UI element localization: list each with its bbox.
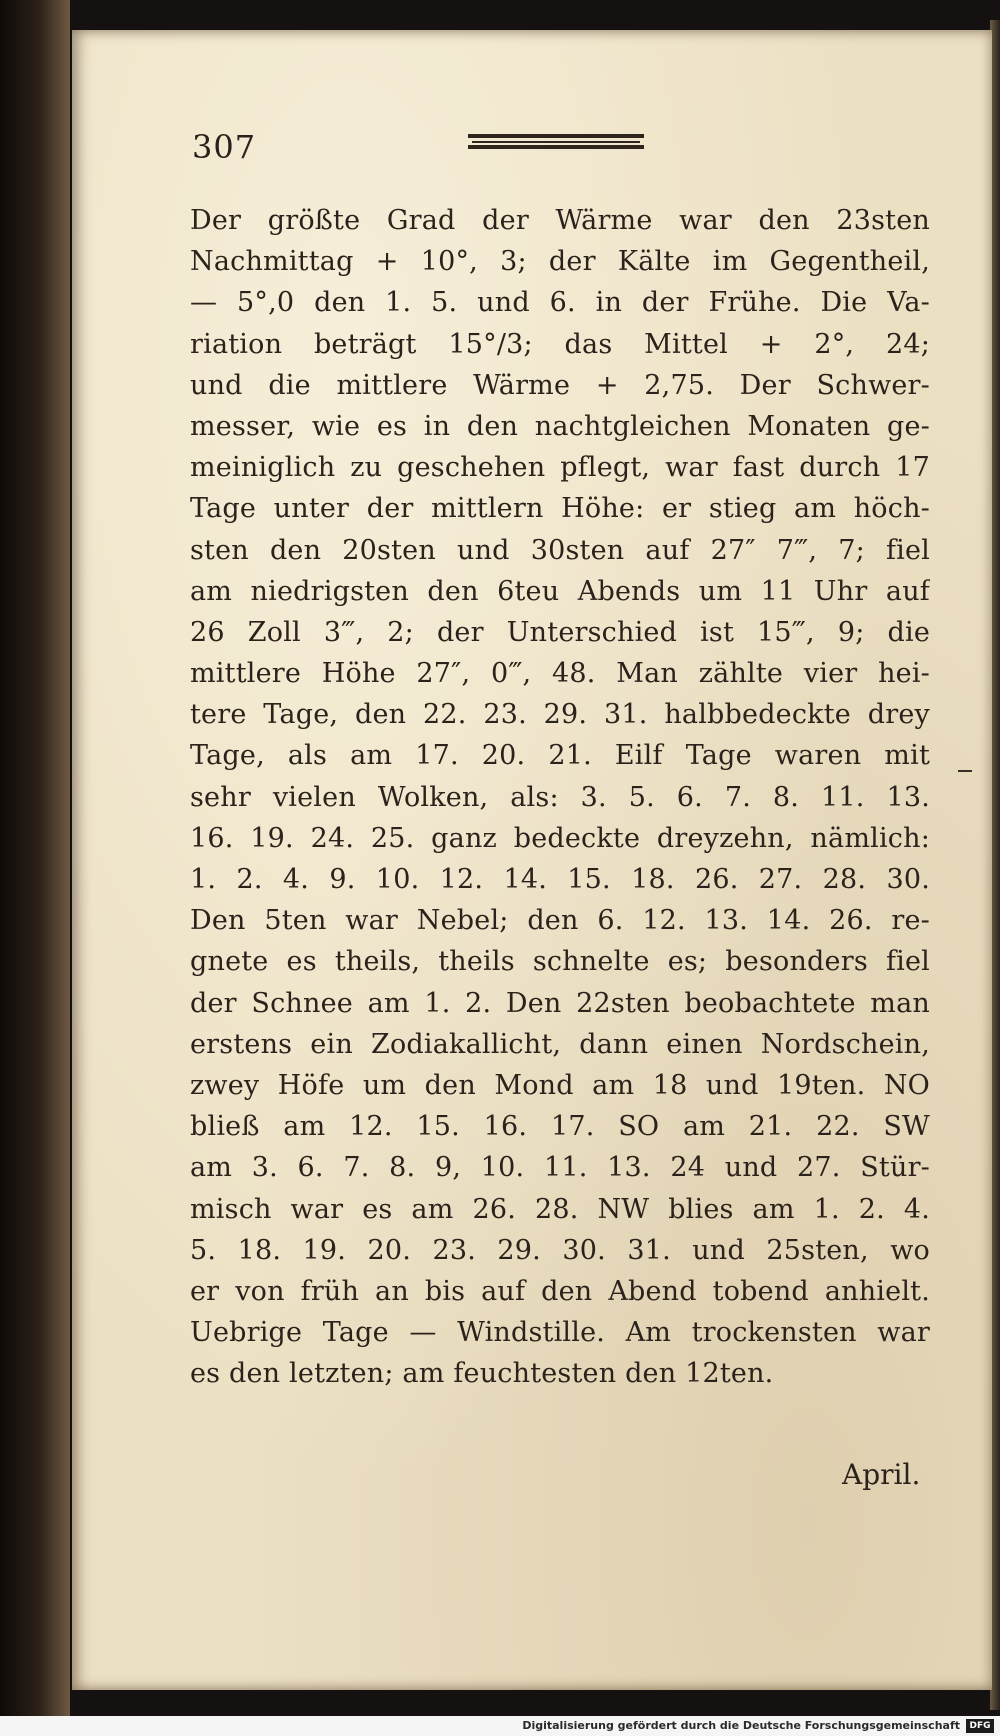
ornament-rule [468, 134, 644, 138]
ornament-rule [472, 141, 640, 143]
text-line: er von früh an bis auf den Abend tobend anhielt. [190, 1275, 930, 1307]
text-line: mittlere Höhe 27″, 0‴, 48. Man zählte vier hei- [190, 658, 930, 690]
text-line: am niedrigsten den 6teu Abends um 11 Uhr auf [190, 575, 930, 607]
text-line: tere Tage, den 22. 23. 29. 31. halbbedeckte drey [190, 699, 930, 731]
page-number: 307 [192, 128, 257, 166]
text-line: gnete es theils, theils schnelte es; besonders fiel [190, 946, 930, 978]
text-line: sten den 20sten und 30sten auf 27″ 7‴, 7; fiel [190, 534, 930, 566]
text-line: 26 Zoll 3‴, 2; der Unterschied ist 15‴, 9; die [190, 616, 930, 648]
margin-mark [958, 770, 972, 772]
text-line: zwey Höfe um den Mond am 18 und 19ten. NO [190, 1069, 930, 1101]
text-line: Tage unter der mittlern Höhe: er stieg am höch- [190, 493, 930, 525]
body-text [190, 200, 930, 1394]
text-line: 16. 19. 24. 25. ganz bedeckte dreyzehn, nämlich: [190, 822, 930, 854]
text-line: der Schnee am 1. 2. Den 22sten beobachtete man [190, 987, 930, 1019]
text-line: 1. 2. 4. 9. 10. 12. 14. 15. 18. 26. 27. 28. 30. [190, 864, 930, 895]
text-line: riation beträgt 15°/3; das Mittel + 2°, 24; [190, 328, 930, 360]
book-binding [0, 0, 70, 1736]
text-line: und die mittlere Wärme + 2,75. Der Schwer- [190, 369, 930, 401]
funding-credit: Digitalisierung gefördert durch die Deutsche Forschungsgemeinschaft [522, 1719, 960, 1732]
text-line: bließ am 12. 15. 16. 17. SO am 21. 22. SW [190, 1111, 930, 1143]
header-ornament [468, 134, 644, 150]
text-line: erstens ein Zodiakallicht, dann einen Nordschein, [190, 1028, 930, 1060]
page-header [192, 128, 792, 168]
text-line: Der größte Grad der Wärme war den 23sten [190, 205, 930, 236]
text-line: Nachmittag + 10°, 3; der Kälte im Gegentheil, [190, 246, 930, 278]
text-line: meiniglich zu geschehen pflegt, war fast durch 17 [190, 452, 930, 484]
text-line: 5. 18. 19. 20. 23. 29. 30. 31. und 25sten, wo [190, 1234, 930, 1266]
digitization-footer [0, 1716, 1000, 1736]
text-line: sehr vielen Wolken, als: 3. 5. 6. 7. 8. 11. 13. [190, 781, 930, 813]
text-line: messer, wie es in den nachtgleichen Monaten ge- [190, 410, 930, 442]
text-line: — 5°,0 den 1. 5. und 6. in der Frühe. Die Va- [190, 287, 930, 319]
text-line: Tage, als am 17. 20. 21. Eilf Tage waren mit [190, 740, 930, 772]
ornament-rule [468, 145, 644, 149]
text-line: es den letzten; am feuchtesten den 12ten. [190, 1358, 774, 1390]
text-line: Uebrige Tage — Windstille. Am trockensten war [190, 1317, 930, 1349]
catchword: April. [842, 1458, 921, 1491]
text-line: misch war es am 26. 28. NW blies am 1. 2. 4. [190, 1193, 930, 1225]
text-line: Den 5ten war Nebel; den 6. 12. 13. 14. 26. re- [190, 905, 930, 937]
dfg-logo-icon: DFG [966, 1719, 994, 1733]
text-line: am 3. 6. 7. 8. 9, 10. 11. 13. 24 und 27. Stür- [190, 1152, 930, 1184]
